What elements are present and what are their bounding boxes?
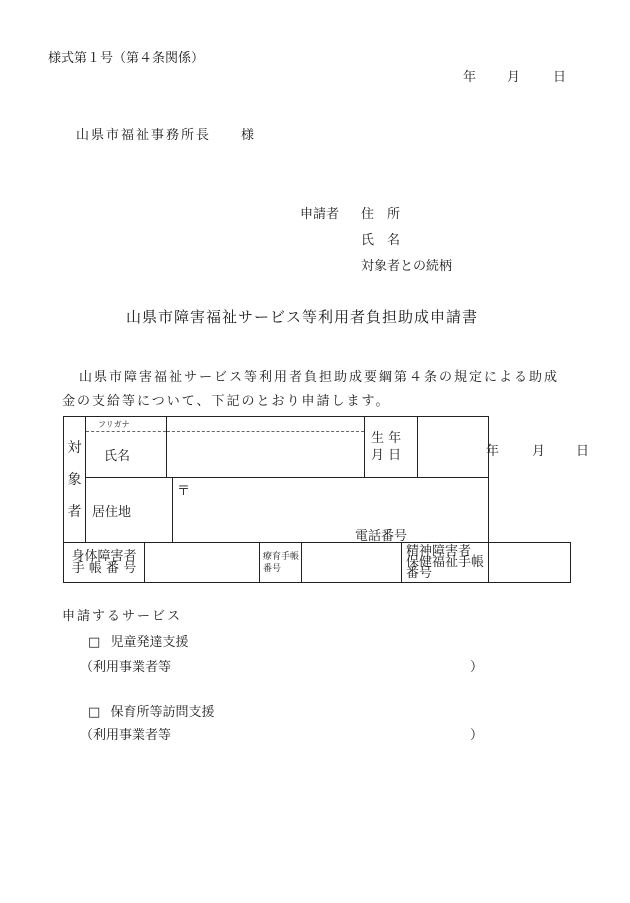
- service-label: 保育所等訪問支援: [110, 705, 215, 720]
- physical-label-1: 身体障害者: [71, 548, 137, 564]
- ryoiku-label-1: 療育手帳: [263, 551, 300, 562]
- birth-label-1: 生 年: [371, 431, 402, 446]
- target-char-3: 者: [67, 503, 82, 520]
- mental-label-2: 保健福祉手帳: [406, 555, 485, 570]
- checkbox-icon[interactable]: □: [88, 635, 101, 650]
- phone-label: 電話番号: [355, 529, 408, 544]
- service-label: 児童発達支援: [110, 635, 189, 650]
- date-year-label: 年: [463, 70, 477, 85]
- body-line-1: 山県市障害福祉サービス等利用者負担助成要綱第４条の規定による助成: [79, 370, 560, 385]
- physical-handbook-input[interactable]: [145, 543, 260, 583]
- physical-handbook-label: [64, 543, 145, 583]
- birth-label-2: 月 日: [371, 448, 402, 463]
- mental-handbook-label: [402, 543, 489, 583]
- form-number: 様式第１号（第４条関係）: [48, 51, 205, 66]
- applicant-label: 申請者: [300, 207, 340, 222]
- addressee: 山県市福祉事務所長 様: [76, 128, 257, 143]
- birth-year-label: 年: [486, 444, 500, 459]
- checkbox-icon[interactable]: □: [88, 705, 101, 720]
- applicant-name-label: 氏 名: [361, 233, 401, 248]
- birth-day-label: 日: [576, 444, 590, 459]
- application-table: [63, 416, 590, 583]
- date-day-label: 日: [553, 70, 567, 85]
- target-char-2: 象: [67, 471, 82, 488]
- postal-mark: 〒: [177, 484, 191, 499]
- birthdate-input[interactable]: [418, 417, 590, 477]
- mental-label-3: 番号: [406, 566, 433, 581]
- service-item-child-development[interactable]: [88, 631, 188, 650]
- applicant-relation-label: 対象者との続柄: [361, 259, 453, 274]
- service-provider-close-1: ）: [470, 660, 484, 675]
- target-person-cell: [64, 417, 86, 543]
- name-input-area[interactable]: [167, 417, 365, 477]
- service-provider-line-2: （利用事業者等: [80, 728, 172, 743]
- ryoiku-label-2: 番号: [263, 563, 282, 574]
- ryoiku-handbook-input[interactable]: [302, 543, 402, 583]
- furigana-label: フリガナ: [98, 420, 130, 429]
- service-provider-line-1: （利用事業者等: [80, 660, 172, 675]
- mental-label-1: 精神障害者: [406, 544, 472, 559]
- residence-input[interactable]: [173, 478, 488, 542]
- body-line-2: 金の支給等について、下記のとおり申請します。: [62, 394, 391, 409]
- name-label: 氏名: [104, 449, 131, 464]
- mental-handbook-input[interactable]: [489, 543, 571, 583]
- birth-month-label: 月: [532, 444, 546, 459]
- physical-label-2: 手 帳 番 号: [71, 560, 137, 576]
- service-item-nursery-visit[interactable]: [88, 701, 214, 720]
- service-provider-close-2: ）: [470, 728, 484, 743]
- applicant-address-label: 住 所: [361, 207, 401, 222]
- document-title: 山県市障害福祉サービス等利用者負担助成申請書: [126, 308, 479, 326]
- target-char-1: 対: [67, 439, 82, 456]
- services-heading: 申請するサービス: [62, 609, 183, 624]
- residence-block: [86, 478, 489, 543]
- ryoiku-handbook-label: [260, 543, 302, 583]
- residence-label: 居住地: [92, 504, 132, 520]
- furigana-input[interactable]: [167, 417, 364, 432]
- date-month-label: 月: [507, 70, 521, 85]
- name-input[interactable]: [167, 432, 364, 477]
- name-block: [86, 417, 590, 478]
